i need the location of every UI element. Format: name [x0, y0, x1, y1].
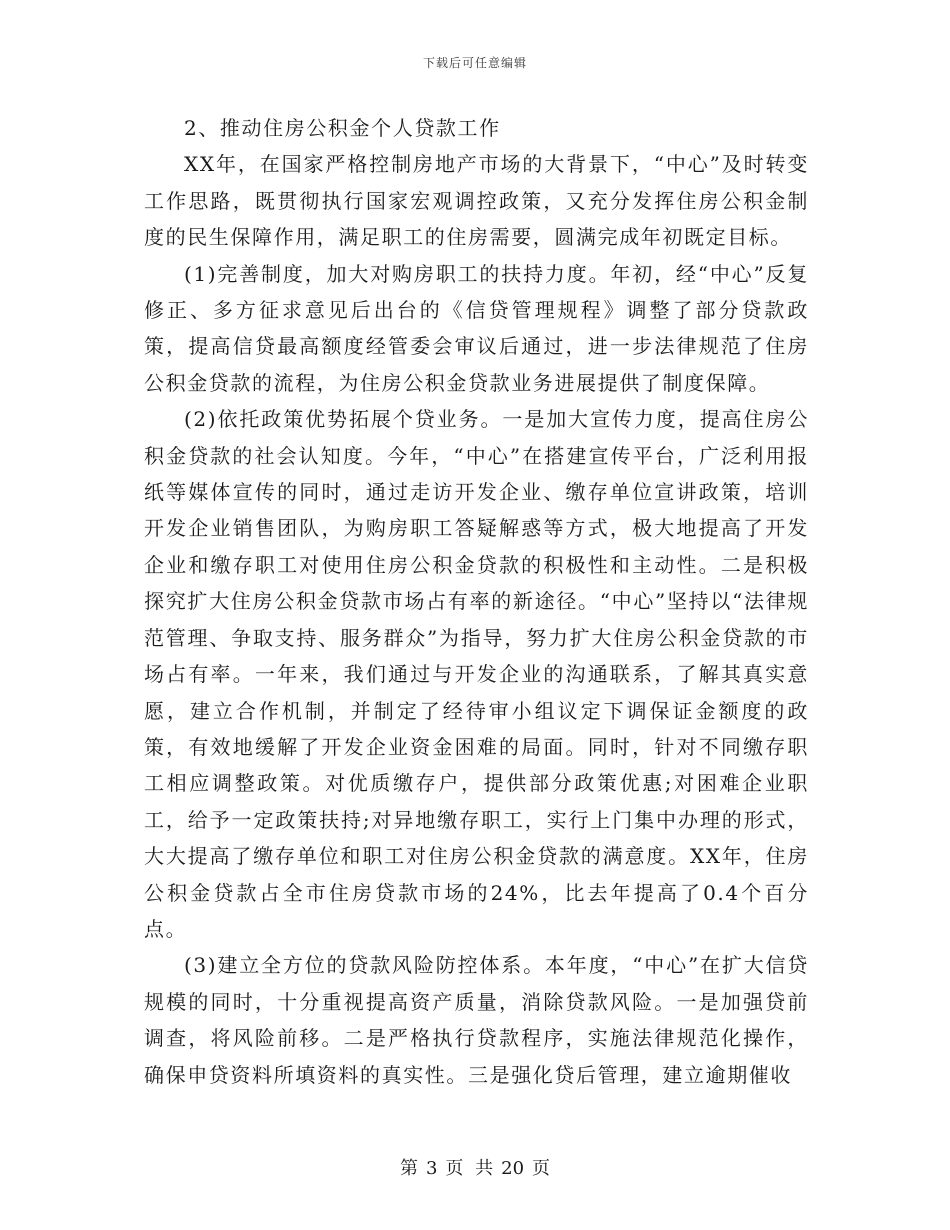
- section-heading: 2、推动住房公积金个人贷款工作: [184, 116, 501, 140]
- footer-middle: 页 共: [445, 1158, 494, 1179]
- paragraph-item-2: (2)依托政策优势拓展个贷业务。一是加大宣传力度，提高住房公积金贷款的社会认知度。今年，“中心”在搭建宣传平台，广泛利用报纸等媒体宣传的同时，通过走访开发企业、缴存单位宣讲政策，培训开发企业销售团队，为购房职工答疑解惑等方式，极大地提高了开发企业和缴存职工对使用住房公积金贷款的积极性和主动性。二是积极探究扩大住房公积金贷款市场占有率的新途径。“中心”坚持以“法律规范管理、争取支持、服务群众”为指导，努力扩大住房公积金贷款的市场占有率。一年来，我们通过与开发企业的沟通联系，了解其真实意愿，建立合作机制，并制定了经待审小组议定下调保证金额度的政策，有效地缓解了开发企业资金困难的局面。同时，针对不同缴存职工相应调整政策。对优质缴存户，提供部分政策优惠;对困难企业职工，给予一定政策扶持;对异地缴存职工，实行上门集中办理的形式，大大提高了缴存单位和职工对住房公积金贷款的满意度。XX年，住房公积金贷款占全市住房贷款市场的24%，比去年提高了0.4个百分点。: [144, 407, 809, 941]
- paragraph-item-3: (3)建立全方位的贷款风险防控体系。本年度，“中心”在扩大信贷规模的同时，十分重视提高资产质量，消除贷款风险。一是加强贷前调查，将风险前移。二是严格执行贷款程序，实施法律规范化操作，确保申贷资料所填资料的真实性。三是强化贷后管理，建立逾期催收: [144, 953, 809, 1087]
- footer-suffix: 页: [532, 1158, 551, 1179]
- paragraph-item-1: (1)完善制度，加大对购房职工的扶持力度。年初，经“中心”反复修正、多方征求意见后出台的《信贷管理规程》调整了部分贷款政策，提高信贷最高额度经管委会审议后通过，进一步法律规范了住房公积金贷款的流程，为住房公积金贷款业务进展提供了制度保障。: [144, 261, 809, 395]
- page-header-note: 下载后可任意编辑: [422, 56, 527, 70]
- paragraph-intro: XX年，在国家严格控制房地产市场的大背景下，“中心”及时转变工作思路，既贯彻执行国家宏观调控政策，又充分发挥住房公积金制度的民生保障作用，满足职工的住房需要，圆满完成年初既定目标。: [144, 152, 809, 250]
- footer-page-number: 3: [425, 1158, 438, 1179]
- footer-total-pages: 20: [501, 1158, 525, 1179]
- document-body: [144, 110, 809, 1093]
- page-footer: [0, 1154, 950, 1180]
- footer-prefix: 第: [399, 1158, 418, 1179]
